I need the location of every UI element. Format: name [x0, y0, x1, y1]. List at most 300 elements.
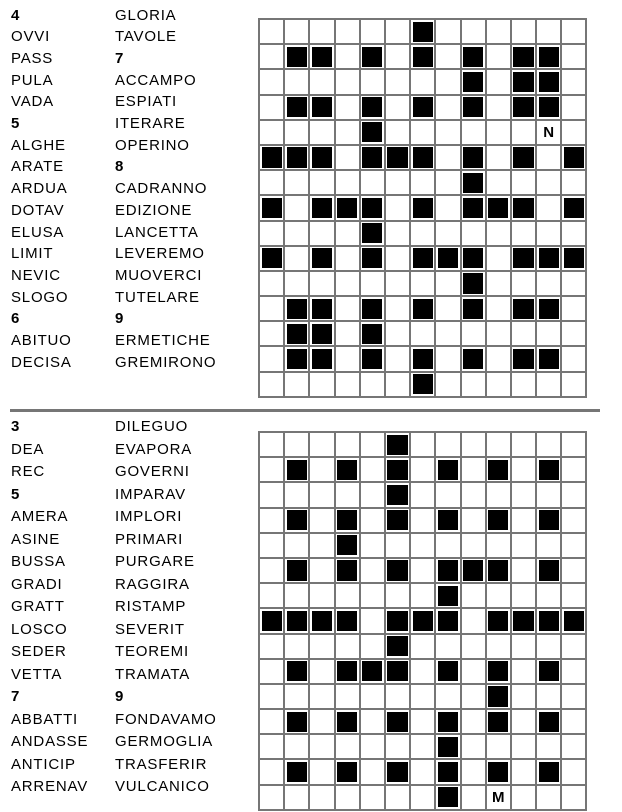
empty-cell[interactable]	[260, 20, 283, 43]
empty-cell[interactable]	[462, 685, 485, 708]
empty-cell[interactable]	[462, 433, 485, 456]
empty-cell[interactable]	[260, 433, 283, 456]
empty-cell[interactable]	[411, 483, 434, 506]
empty-cell[interactable]	[361, 760, 384, 783]
black-cell	[462, 347, 485, 370]
empty-cell[interactable]	[436, 171, 459, 194]
empty-cell[interactable]	[512, 584, 535, 607]
empty-cell[interactable]	[562, 96, 585, 119]
empty-cell[interactable]	[285, 272, 308, 295]
empty-cell[interactable]	[336, 373, 359, 396]
empty-cell[interactable]	[512, 735, 535, 758]
empty-cell[interactable]	[336, 483, 359, 506]
black-cell	[562, 196, 585, 219]
empty-cell[interactable]	[562, 373, 585, 396]
empty-cell[interactable]	[386, 297, 409, 320]
empty-cell[interactable]	[336, 121, 359, 144]
empty-cell[interactable]	[386, 171, 409, 194]
empty-cell[interactable]	[436, 45, 459, 68]
empty-cell[interactable]	[411, 685, 434, 708]
empty-cell[interactable]	[487, 70, 510, 93]
empty-cell[interactable]	[562, 70, 585, 93]
section-divider	[10, 409, 600, 412]
word-item: GREMIRONO	[115, 353, 217, 371]
empty-cell[interactable]	[512, 322, 535, 345]
empty-cell[interactable]	[361, 70, 384, 93]
empty-cell[interactable]	[436, 534, 459, 557]
empty-cell[interactable]	[487, 121, 510, 144]
empty-cell[interactable]	[260, 710, 283, 733]
empty-cell[interactable]	[562, 685, 585, 708]
empty-cell[interactable]	[361, 171, 384, 194]
empty-cell[interactable]	[310, 584, 333, 607]
empty-cell[interactable]	[562, 660, 585, 683]
empty-cell[interactable]	[285, 483, 308, 506]
empty-cell[interactable]	[310, 735, 333, 758]
empty-cell[interactable]	[462, 760, 485, 783]
black-cell	[361, 45, 384, 68]
word-item: ARATE	[11, 158, 64, 176]
empty-cell[interactable]	[436, 373, 459, 396]
empty-cell[interactable]	[411, 760, 434, 783]
empty-cell[interactable]	[487, 373, 510, 396]
empty-cell[interactable]	[537, 196, 560, 219]
empty-cell[interactable]	[386, 247, 409, 270]
empty-cell[interactable]	[411, 584, 434, 607]
empty-cell[interactable]	[260, 70, 283, 93]
empty-cell[interactable]	[537, 635, 560, 658]
black-cell	[436, 735, 459, 758]
empty-cell[interactable]	[562, 786, 585, 809]
empty-cell[interactable]	[386, 70, 409, 93]
empty-cell[interactable]	[386, 121, 409, 144]
empty-cell[interactable]	[462, 635, 485, 658]
empty-cell[interactable]	[462, 584, 485, 607]
word-length-header: 5	[11, 115, 20, 133]
empty-cell[interactable]	[285, 635, 308, 658]
empty-cell[interactable]	[411, 635, 434, 658]
empty-cell[interactable]	[310, 710, 333, 733]
empty-cell[interactable]	[562, 735, 585, 758]
empty-cell[interactable]	[512, 559, 535, 582]
empty-cell[interactable]	[260, 635, 283, 658]
empty-cell[interactable]	[336, 171, 359, 194]
empty-cell[interactable]	[411, 272, 434, 295]
empty-cell[interactable]	[411, 70, 434, 93]
empty-cell[interactable]	[436, 483, 459, 506]
empty-cell[interactable]	[336, 146, 359, 169]
empty-cell[interactable]	[436, 196, 459, 219]
empty-cell[interactable]	[462, 786, 485, 809]
empty-cell[interactable]	[361, 483, 384, 506]
empty-cell[interactable]	[562, 635, 585, 658]
empty-cell[interactable]	[562, 433, 585, 456]
empty-cell[interactable]	[462, 373, 485, 396]
empty-cell[interactable]	[260, 347, 283, 370]
empty-cell[interactable]	[436, 272, 459, 295]
empty-cell[interactable]	[411, 735, 434, 758]
empty-cell[interactable]	[285, 171, 308, 194]
empty-cell[interactable]	[562, 45, 585, 68]
empty-cell[interactable]	[411, 433, 434, 456]
black-cell	[386, 146, 409, 169]
empty-cell[interactable]	[512, 171, 535, 194]
empty-cell[interactable]	[512, 222, 535, 245]
empty-cell[interactable]	[562, 297, 585, 320]
empty-cell[interactable]	[260, 272, 283, 295]
letter-cell[interactable]: M	[487, 786, 510, 809]
empty-cell[interactable]	[361, 710, 384, 733]
empty-cell[interactable]	[562, 458, 585, 481]
empty-cell[interactable]	[537, 222, 560, 245]
empty-cell[interactable]	[436, 222, 459, 245]
empty-cell[interactable]	[487, 45, 510, 68]
empty-cell[interactable]	[462, 222, 485, 245]
empty-cell[interactable]	[260, 509, 283, 532]
empty-cell[interactable]	[487, 96, 510, 119]
empty-cell[interactable]	[512, 534, 535, 557]
empty-cell[interactable]	[411, 534, 434, 557]
empty-cell[interactable]	[537, 534, 560, 557]
empty-cell[interactable]	[537, 433, 560, 456]
empty-cell[interactable]	[562, 347, 585, 370]
empty-cell[interactable]	[562, 20, 585, 43]
black-cell	[462, 70, 485, 93]
empty-cell[interactable]	[310, 70, 333, 93]
empty-cell[interactable]	[336, 297, 359, 320]
empty-cell[interactable]	[562, 121, 585, 144]
empty-cell[interactable]	[462, 121, 485, 144]
empty-cell[interactable]	[487, 272, 510, 295]
empty-cell[interactable]	[336, 685, 359, 708]
empty-cell[interactable]	[310, 635, 333, 658]
empty-cell[interactable]	[285, 121, 308, 144]
empty-cell[interactable]	[462, 735, 485, 758]
empty-cell[interactable]	[336, 70, 359, 93]
empty-cell[interactable]	[487, 347, 510, 370]
empty-cell[interactable]	[411, 786, 434, 809]
empty-cell[interactable]	[537, 685, 560, 708]
word-item: LIMIT	[11, 245, 54, 263]
empty-cell[interactable]	[487, 635, 510, 658]
empty-cell[interactable]	[260, 735, 283, 758]
empty-cell[interactable]	[310, 483, 333, 506]
black-cell	[487, 559, 510, 582]
black-cell	[411, 247, 434, 270]
empty-cell[interactable]	[436, 20, 459, 43]
empty-cell[interactable]	[361, 635, 384, 658]
empty-cell[interactable]	[487, 146, 510, 169]
black-cell	[285, 322, 308, 345]
empty-cell[interactable]	[487, 322, 510, 345]
word-item: BUSSA	[11, 553, 66, 570]
empty-cell[interactable]	[512, 483, 535, 506]
empty-cell[interactable]	[512, 458, 535, 481]
empty-cell[interactable]	[411, 222, 434, 245]
empty-cell[interactable]	[411, 710, 434, 733]
empty-cell[interactable]	[361, 373, 384, 396]
empty-cell[interactable]	[285, 433, 308, 456]
empty-cell[interactable]	[285, 20, 308, 43]
empty-cell[interactable]	[285, 196, 308, 219]
empty-cell[interactable]	[537, 735, 560, 758]
empty-cell[interactable]	[260, 685, 283, 708]
empty-cell[interactable]	[361, 786, 384, 809]
empty-cell[interactable]	[436, 297, 459, 320]
empty-cell[interactable]	[512, 786, 535, 809]
empty-cell[interactable]	[386, 20, 409, 43]
empty-cell[interactable]	[310, 534, 333, 557]
empty-cell[interactable]	[512, 433, 535, 456]
empty-cell[interactable]	[310, 272, 333, 295]
empty-cell[interactable]	[562, 483, 585, 506]
black-cell	[310, 297, 333, 320]
empty-cell[interactable]	[537, 584, 560, 607]
empty-cell[interactable]	[260, 373, 283, 396]
empty-cell[interactable]	[462, 534, 485, 557]
empty-cell[interactable]	[285, 685, 308, 708]
empty-cell[interactable]	[310, 20, 333, 43]
black-cell	[386, 609, 409, 632]
empty-cell[interactable]	[386, 322, 409, 345]
empty-cell[interactable]	[487, 247, 510, 270]
empty-cell[interactable]	[361, 685, 384, 708]
empty-cell[interactable]	[361, 559, 384, 582]
empty-cell[interactable]	[336, 222, 359, 245]
empty-cell[interactable]	[562, 171, 585, 194]
empty-cell[interactable]	[512, 20, 535, 43]
empty-cell[interactable]	[537, 146, 560, 169]
empty-cell[interactable]	[260, 458, 283, 481]
black-cell	[361, 121, 384, 144]
empty-cell[interactable]	[487, 222, 510, 245]
empty-cell[interactable]	[462, 322, 485, 345]
empty-cell[interactable]	[562, 509, 585, 532]
empty-cell[interactable]	[386, 272, 409, 295]
empty-cell[interactable]	[336, 635, 359, 658]
empty-cell[interactable]	[310, 509, 333, 532]
empty-cell[interactable]	[310, 786, 333, 809]
empty-cell[interactable]	[386, 222, 409, 245]
empty-cell[interactable]	[462, 483, 485, 506]
empty-cell[interactable]	[512, 272, 535, 295]
empty-cell[interactable]	[260, 786, 283, 809]
empty-cell[interactable]	[336, 247, 359, 270]
empty-cell[interactable]	[386, 584, 409, 607]
empty-cell[interactable]	[487, 171, 510, 194]
empty-cell[interactable]	[436, 146, 459, 169]
empty-cell[interactable]	[361, 458, 384, 481]
empty-cell[interactable]	[436, 635, 459, 658]
black-cell	[260, 196, 283, 219]
empty-cell[interactable]	[386, 96, 409, 119]
empty-cell[interactable]	[285, 247, 308, 270]
empty-cell[interactable]	[310, 373, 333, 396]
empty-cell[interactable]	[285, 373, 308, 396]
empty-cell[interactable]	[537, 171, 560, 194]
empty-cell[interactable]	[336, 272, 359, 295]
empty-cell[interactable]	[361, 20, 384, 43]
empty-cell[interactable]	[310, 121, 333, 144]
empty-cell[interactable]	[562, 322, 585, 345]
empty-cell[interactable]	[260, 45, 283, 68]
word-item: RAGGIRA	[115, 575, 190, 593]
empty-cell[interactable]	[537, 322, 560, 345]
black-cell	[310, 247, 333, 270]
black-cell	[436, 710, 459, 733]
empty-cell[interactable]	[310, 660, 333, 683]
empty-cell[interactable]	[462, 710, 485, 733]
empty-cell[interactable]	[411, 322, 434, 345]
empty-cell[interactable]	[436, 96, 459, 119]
empty-cell[interactable]	[512, 121, 535, 144]
empty-cell[interactable]	[285, 786, 308, 809]
empty-cell[interactable]	[436, 433, 459, 456]
black-cell	[462, 272, 485, 295]
empty-cell[interactable]	[512, 509, 535, 532]
empty-cell[interactable]	[411, 458, 434, 481]
word-item: ITERARE	[115, 115, 186, 133]
empty-cell[interactable]	[411, 559, 434, 582]
empty-cell[interactable]	[361, 735, 384, 758]
empty-cell[interactable]	[260, 584, 283, 607]
empty-cell[interactable]	[386, 735, 409, 758]
empty-cell[interactable]	[361, 509, 384, 532]
empty-cell[interactable]	[361, 609, 384, 632]
empty-cell[interactable]	[537, 483, 560, 506]
empty-cell[interactable]	[436, 347, 459, 370]
empty-cell[interactable]	[386, 45, 409, 68]
empty-cell[interactable]	[285, 70, 308, 93]
empty-cell[interactable]	[386, 373, 409, 396]
empty-cell[interactable]	[462, 458, 485, 481]
empty-cell[interactable]	[537, 272, 560, 295]
empty-cell[interactable]	[285, 222, 308, 245]
empty-cell[interactable]	[285, 534, 308, 557]
empty-cell[interactable]	[260, 96, 283, 119]
empty-cell[interactable]	[562, 559, 585, 582]
empty-cell[interactable]	[336, 347, 359, 370]
black-cell	[537, 297, 560, 320]
empty-cell[interactable]	[310, 685, 333, 708]
empty-cell[interactable]	[386, 196, 409, 219]
empty-cell[interactable]	[436, 685, 459, 708]
empty-cell[interactable]	[512, 710, 535, 733]
empty-cell[interactable]	[537, 786, 560, 809]
empty-cell[interactable]	[336, 433, 359, 456]
empty-cell[interactable]	[512, 635, 535, 658]
empty-cell[interactable]	[260, 660, 283, 683]
black-cell	[361, 247, 384, 270]
empty-cell[interactable]	[512, 685, 535, 708]
word-length-header: 9	[115, 688, 124, 705]
empty-cell[interactable]	[361, 433, 384, 456]
empty-cell[interactable]	[386, 786, 409, 809]
word-item: FONDAVAMO	[115, 710, 217, 728]
letter-cell[interactable]: N	[537, 121, 560, 144]
empty-cell[interactable]	[411, 171, 434, 194]
empty-cell[interactable]	[336, 96, 359, 119]
empty-cell[interactable]	[436, 322, 459, 345]
empty-cell[interactable]	[310, 171, 333, 194]
empty-cell[interactable]	[310, 433, 333, 456]
empty-cell[interactable]	[260, 297, 283, 320]
empty-cell[interactable]	[285, 735, 308, 758]
empty-cell[interactable]	[336, 786, 359, 809]
empty-cell[interactable]	[562, 272, 585, 295]
empty-cell[interactable]	[310, 559, 333, 582]
empty-cell[interactable]	[487, 20, 510, 43]
empty-cell[interactable]	[310, 760, 333, 783]
empty-cell[interactable]	[260, 222, 283, 245]
empty-cell[interactable]	[512, 660, 535, 683]
empty-cell[interactable]	[512, 373, 535, 396]
empty-cell[interactable]	[462, 660, 485, 683]
empty-cell[interactable]	[462, 20, 485, 43]
empty-cell[interactable]	[487, 584, 510, 607]
empty-cell[interactable]	[336, 20, 359, 43]
empty-cell[interactable]	[411, 660, 434, 683]
empty-cell[interactable]	[537, 373, 560, 396]
empty-cell[interactable]	[562, 760, 585, 783]
empty-cell[interactable]	[487, 433, 510, 456]
empty-cell[interactable]	[411, 509, 434, 532]
empty-cell[interactable]	[562, 222, 585, 245]
empty-cell[interactable]	[260, 559, 283, 582]
black-cell	[336, 559, 359, 582]
empty-cell[interactable]	[336, 735, 359, 758]
empty-cell[interactable]	[436, 70, 459, 93]
empty-cell[interactable]	[462, 609, 485, 632]
empty-cell[interactable]	[562, 534, 585, 557]
empty-cell[interactable]	[537, 20, 560, 43]
empty-cell[interactable]	[386, 347, 409, 370]
empty-cell[interactable]	[361, 584, 384, 607]
black-cell	[537, 347, 560, 370]
empty-cell[interactable]	[562, 710, 585, 733]
word-item: MUOVERCI	[115, 266, 203, 284]
black-cell	[487, 660, 510, 683]
empty-cell[interactable]	[260, 322, 283, 345]
empty-cell[interactable]	[436, 121, 459, 144]
empty-cell[interactable]	[260, 760, 283, 783]
empty-cell[interactable]	[285, 584, 308, 607]
empty-cell[interactable]	[411, 121, 434, 144]
word-length-header: 8	[115, 158, 124, 176]
empty-cell[interactable]	[562, 584, 585, 607]
empty-cell[interactable]	[336, 322, 359, 345]
empty-cell[interactable]	[386, 534, 409, 557]
empty-cell[interactable]	[487, 534, 510, 557]
empty-cell[interactable]	[386, 685, 409, 708]
empty-cell[interactable]	[487, 297, 510, 320]
empty-cell[interactable]	[336, 45, 359, 68]
black-cell	[436, 786, 459, 809]
empty-cell[interactable]	[462, 509, 485, 532]
empty-cell[interactable]	[487, 735, 510, 758]
empty-cell[interactable]	[260, 534, 283, 557]
empty-cell[interactable]	[310, 222, 333, 245]
empty-cell[interactable]	[361, 272, 384, 295]
empty-cell[interactable]	[336, 584, 359, 607]
empty-cell[interactable]	[512, 760, 535, 783]
empty-cell[interactable]	[361, 534, 384, 557]
empty-cell[interactable]	[487, 483, 510, 506]
empty-cell[interactable]	[310, 458, 333, 481]
empty-cell[interactable]	[260, 483, 283, 506]
empty-cell[interactable]	[260, 171, 283, 194]
empty-cell[interactable]	[260, 121, 283, 144]
